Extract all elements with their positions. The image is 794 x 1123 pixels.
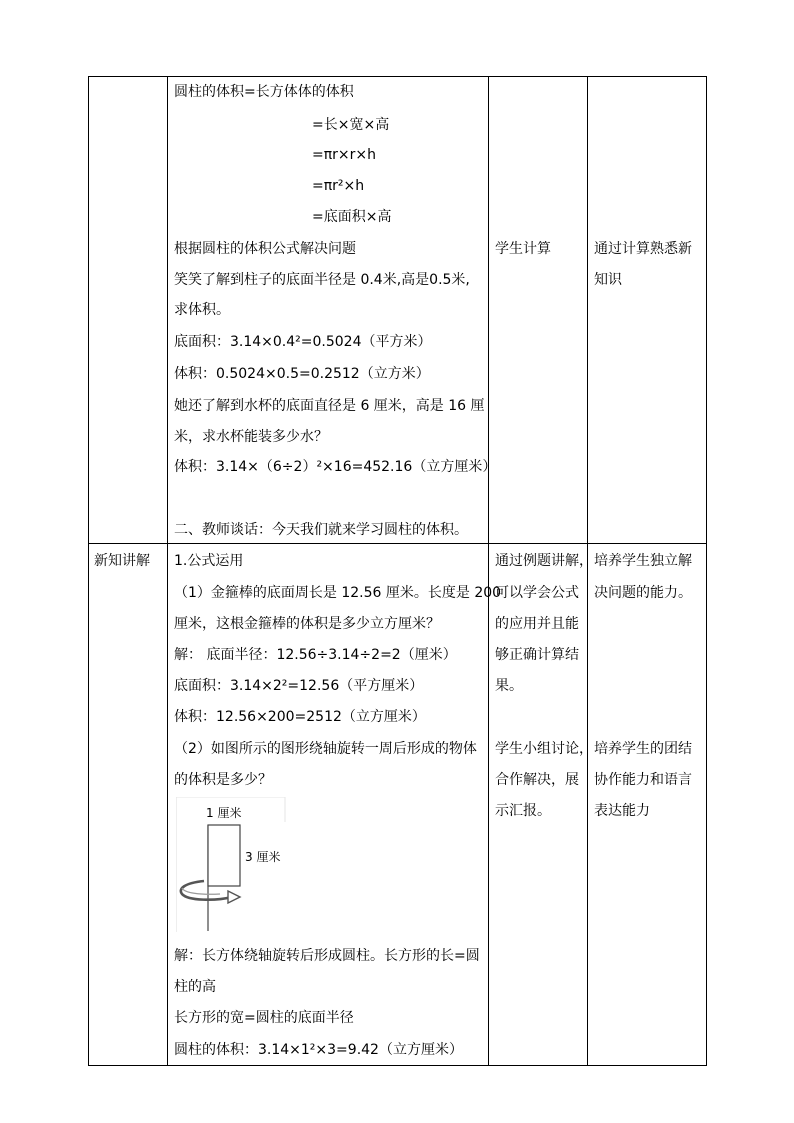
rotation-figure [176, 797, 286, 935]
text-line: 体积：0.5024×0.5=0.2512（立方米） [174, 366, 430, 382]
design-purpose: 培养学生的团结 [594, 741, 692, 757]
design-purpose: 决问题的能力。 [594, 585, 692, 601]
design-purpose: 通过计算熟悉新 [594, 241, 692, 257]
student-activity: 合作解决，展 [495, 772, 579, 788]
column-divider-1 [167, 76, 168, 1066]
text-line: 底面积：3.14×0.4²=0.5024（平方米） [174, 334, 432, 350]
row-divider [88, 543, 706, 544]
text-line: 长方形的宽=圆柱的底面半径 [174, 1010, 354, 1026]
text-line: 根据圆柱的体积公式解决问题 [174, 241, 356, 257]
student-activity: 的应用并且能 [495, 616, 579, 632]
text-line: 体积：3.14×（6÷2）²×16=452.16（立方厘米） [174, 459, 497, 475]
text-line: （1）金箍棒的底面周长是 12.56 厘米。长度是 200 [174, 585, 502, 601]
table-left-border [88, 76, 89, 1066]
design-purpose: 知识 [594, 272, 622, 288]
text-line: 解： 底面半径：12.56÷3.14÷2=2（厘米） [174, 647, 457, 663]
text-line: 米，求水杯能装多少水？ [174, 429, 328, 445]
formula-line: =πr×r×h [312, 147, 377, 163]
text-line: （2）如图所示的图形绕轴旋转一周后形成的物体 [174, 741, 477, 757]
text-line: 底面积：3.14×2²=12.56（平方厘米） [174, 678, 424, 694]
design-purpose: 协作能力和语言 [594, 772, 692, 788]
formula-line: =底面积×高 [312, 209, 392, 225]
table-right-border [706, 76, 707, 1066]
text-line: 笑笑了解到柱子的底面半径是 0.4米,高是0.5米, [174, 272, 470, 288]
text-line: 体积：12.56×200=2512（立方厘米） [174, 709, 426, 725]
student-activity: 够正确计算结 [495, 647, 579, 663]
column-divider-2 [488, 76, 489, 1066]
text-line: 1.公式运用 [174, 553, 244, 569]
student-activity: 可以学会公式 [495, 585, 579, 601]
design-purpose: 表达能力 [594, 803, 650, 819]
student-activity: 学生小组讨论， [495, 741, 593, 757]
figure-height-label: 3 厘米 [245, 850, 281, 864]
formula-line: =长×宽×高 [312, 117, 390, 133]
student-activity: 示汇报。 [495, 803, 551, 819]
text-line: 二、教师谈话：今天我们就来学习圆柱的体积。 [174, 522, 468, 538]
text-line: 的体积是多少？ [174, 772, 272, 788]
table-top-border [88, 76, 706, 77]
column-divider-3 [587, 76, 588, 1066]
formula-line: 圆柱的体积=长方体体的体积 [174, 84, 354, 100]
text-line: 求体积。 [174, 302, 230, 318]
design-purpose: 培养学生独立解 [594, 553, 692, 569]
text-line: 圆柱的体积：3.14×1²×3=9.42（立方厘米） [174, 1042, 463, 1058]
student-activity: 通过例题讲解， [495, 553, 593, 569]
text-line: 厘米，这根金箍棒的体积是多少立方厘米？ [174, 616, 440, 632]
figure-width-label: 1 厘米 [206, 806, 242, 820]
student-activity: 果。 [495, 678, 523, 694]
text-line: 她还了解到水杯的底面直径是 6 厘米，高是 16 厘 [174, 398, 485, 414]
row-label: 新知讲解 [94, 553, 150, 569]
student-activity: 学生计算 [495, 241, 551, 257]
text-line: 解：长方体绕轴旋转后形成圆柱。长方形的长=圆 [174, 948, 480, 964]
formula-line: =πr²×h [312, 178, 365, 194]
text-line: 柱的高 [174, 979, 216, 995]
table-bottom-border [88, 1065, 706, 1066]
